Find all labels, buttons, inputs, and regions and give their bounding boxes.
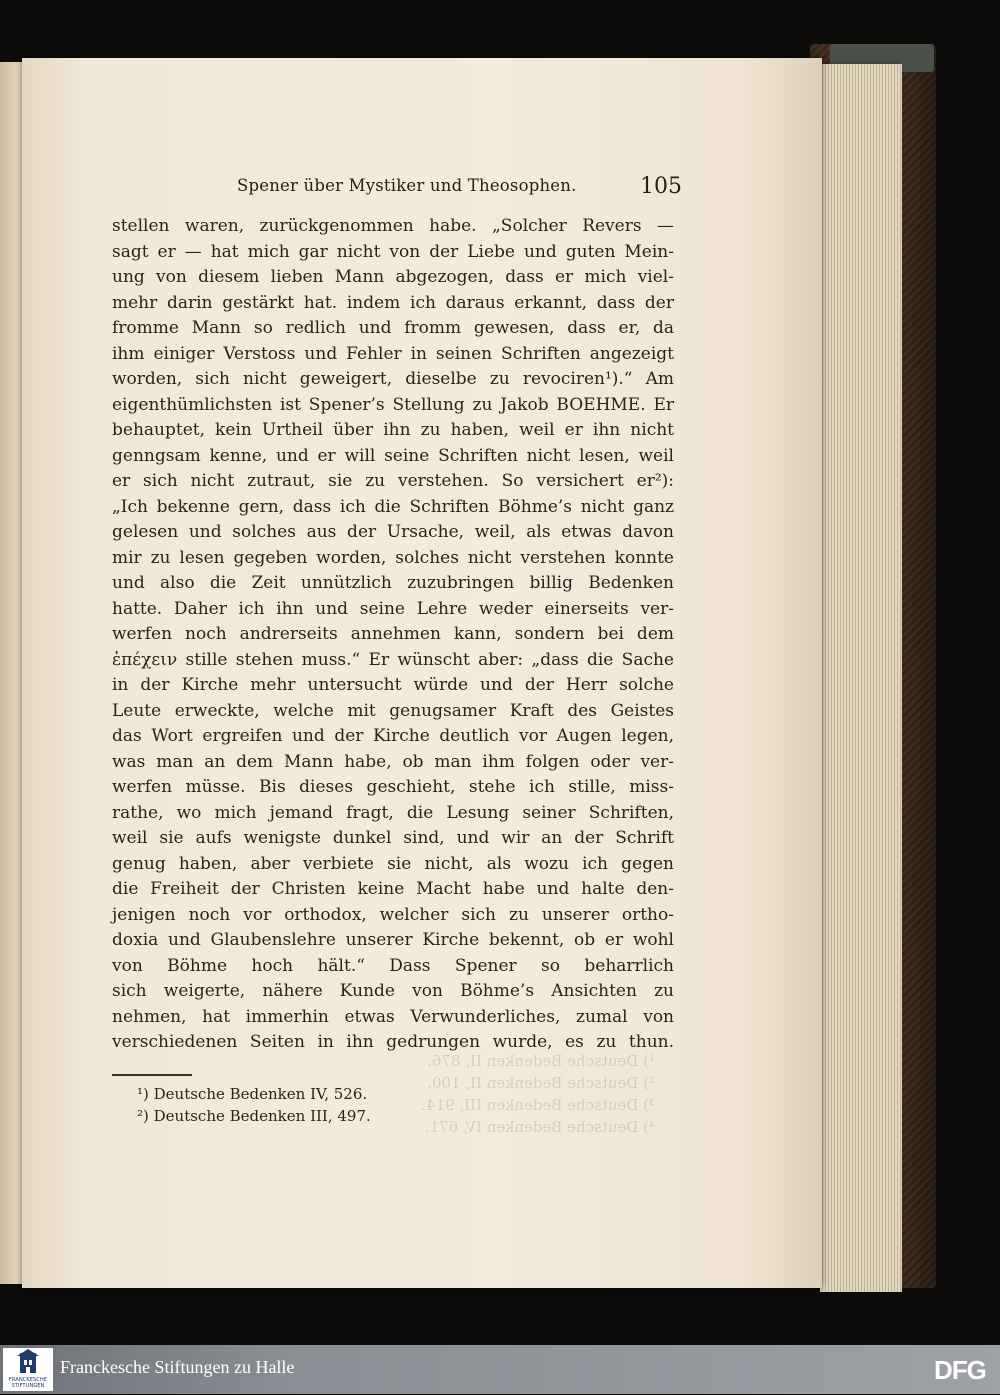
page-edges: [820, 64, 902, 1292]
dfg-logo-graphic: [934, 1354, 990, 1384]
text-line: jenigen noch vor orthodox, welcher sich zu unserer ortho-: [112, 904, 674, 925]
text-line: in der Kirche mehr untersucht würde und der Herr solche: [112, 675, 674, 695]
bleed-line: ²) Deutsche Bedenken II, 100.: [427, 1074, 655, 1092]
text-line: sich weigerte, nähere Kunde von Böhme’s Ansichten zu: [112, 981, 674, 1001]
svg-text:DFG: DFG: [934, 1355, 986, 1384]
bleed-through-text: [385, 1050, 655, 1140]
running-head: Spener über Mystiker und Theosophen.: [237, 176, 577, 195]
text-line: von Böhme hoch hält.“ Dass Spener so beharrlich: [112, 955, 674, 976]
bleed-line: ³) Deutsche Bedenken III, 914.: [421, 1096, 655, 1114]
footnote-2: ²) Deutsche Bedenken III, 497.: [137, 1107, 371, 1125]
text-line: er sich nicht zutraut, sie zu verstehen. So versichert er²):: [112, 471, 674, 491]
text-line: sagt er — hat mich gar nicht von der Liebe und guten Mein-: [112, 241, 674, 262]
text-line: und also die Zeit unnützlich zuzubringen billig Bedenken: [112, 573, 674, 593]
text-line: ἐπέχειν stille stehen muss.“ Er wünscht aber: „dass die Sache: [112, 649, 674, 670]
text-line: ung von diesem lieben Mann abgezogen, dass er mich viel-: [112, 267, 674, 287]
facing-page-edge: [0, 62, 22, 1284]
svg-text:STIFTUNGEN: STIFTUNGEN: [11, 1383, 45, 1389]
text-line: hatte. Daher ich ihn und seine Lehre weder einerseits ver-: [112, 598, 674, 619]
text-line: fromme Mann so redlich und fromm gewesen, dass er, da: [112, 318, 674, 338]
footer-bar: [0, 1345, 1000, 1394]
bleed-line: ¹) Deutsche Bedenken II, 876.: [427, 1052, 655, 1070]
text-line: ihm einiger Verstoss und Fehler in seinen Schriften angezeigt: [112, 343, 674, 364]
text-line: mehr darin gestärkt hat. indem ich daraus erkannt, dass der: [112, 292, 674, 313]
text-line: gelesen und solches aus der Ursache, weil, als etwas davon: [112, 522, 674, 542]
text-line: nehmen, hat immerhin etwas Verwunderliches, zumal von: [112, 1006, 674, 1027]
text-line: weil sie aufs wenigste dunkel sind, und wir an der Schrift: [112, 828, 674, 848]
text-line: „Ich bekenne gern, dass ich die Schriften Böhme’s nicht ganz: [112, 496, 674, 517]
text-line: werfen noch andrerseits annehmen kann, sondern bei dem: [112, 624, 674, 644]
franckesche-logo-icon: [3, 1348, 53, 1391]
body-text: [112, 214, 674, 1056]
text-line: die Freiheit der Christen keine Macht habe und halte den-: [112, 879, 674, 899]
dfg-logo-icon[interactable]: [934, 1354, 990, 1388]
text-line: werfen müsse. Bis dieses geschieht, stehe ich stille, miss-: [112, 777, 674, 797]
text-line: was man an dem Mann habe, ob man ihm folgen oder ver-: [112, 751, 674, 772]
footnote-1: ¹) Deutsche Bedenken IV, 526.: [137, 1085, 368, 1103]
text-line: behauptet, kein Urtheil über ihn zu haben, weil er ihn nicht: [112, 420, 674, 440]
text-line: mir zu lesen gegeben worden, solches nicht verstehen konnte: [112, 547, 674, 568]
text-line: verschiedenen Seiten in ihn gedrungen wurde, es zu thun.: [112, 1032, 674, 1052]
text-line: das Wort ergreifen und der Kirche deutlich vor Augen legen,: [112, 726, 674, 746]
footnote-rule: [112, 1074, 192, 1076]
bleed-line: ⁴) Deutsche Bedenken IV, 671.: [424, 1118, 655, 1136]
text-line: eigenthümlichsten ist Spener’s Stellung zu Jakob BOEHME. Er: [112, 394, 674, 415]
text-line: doxia und Glaubenslehre unserer Kirche bekennt, ob er wohl: [112, 930, 674, 950]
institution-name[interactable]: Franckesche Stiftungen zu Halle: [60, 1357, 295, 1377]
page-number: 105: [640, 174, 682, 199]
text-line: worden, sich nicht geweigert, dieselbe zu revociren¹).“ Am: [112, 369, 674, 389]
svg-text:FRANCKESCHE: FRANCKESCHE: [8, 1377, 48, 1383]
footnotes: [137, 1083, 371, 1127]
institution-logo[interactable]: [3, 1348, 53, 1391]
text-line: Leute erweckte, welche mit genugsamer Kraft des Geistes: [112, 700, 674, 721]
text-line: genngsam kenne, und er will seine Schriften nicht lesen, weil: [112, 445, 674, 466]
text-line: stellen waren, zurückgenommen habe. „Solcher Revers —: [112, 216, 674, 236]
text-line: genug haben, aber verbiete sie nicht, als wozu ich gegen: [112, 853, 674, 874]
text-line: rathe, wo mich jemand fragt, die Lesung seiner Schriften,: [112, 802, 674, 823]
